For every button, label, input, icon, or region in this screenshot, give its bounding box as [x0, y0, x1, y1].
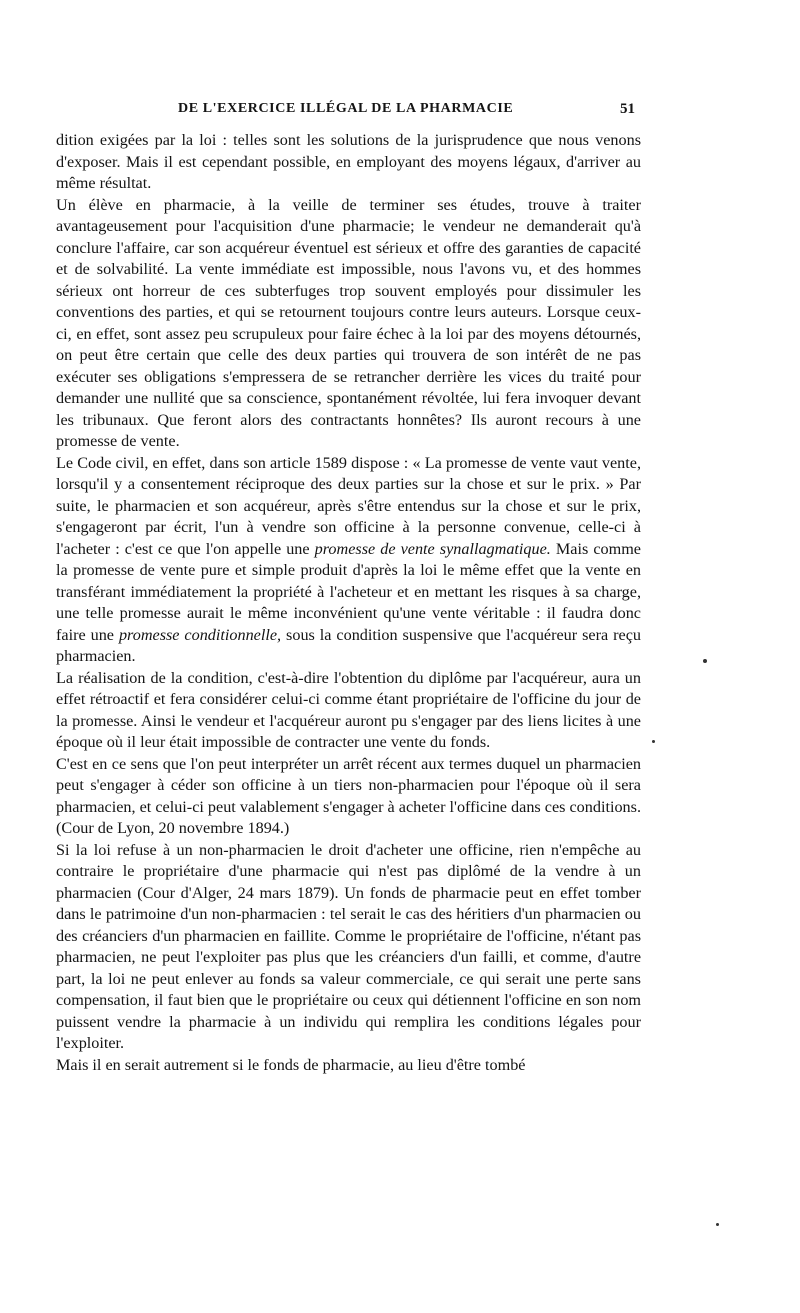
paragraph-5: C'est en ce sens que l'on peut interpréter un arrêt récent aux termes duquel un pharmacien peut s'engager à céder son officine à un tiers non-pharmacien pour l'époque où il sera pharmacien, et celui-ci peut valablement s'engager à acheter l'officine dans ces conditions. (Cour de Lyon, 20 novembre 1894.) — [56, 754, 641, 837]
running-title: DE L'EXERCICE ILLÉGAL DE LA PHARMACIE — [178, 101, 514, 116]
paragraph-1: dition exigées par la loi : telles sont les solutions de la jurisprudence que nous venons d'exposer. Mais il est cependant possible, en employant des moyens légaux, d'arriver au même résultat. — [56, 131, 641, 192]
paragraph-4: La réalisation de la condition, c'est-à-dire l'obtention du diplôme par l'acquéreur, aura un effet rétroactif et fera considérer celui-ci comme étant propriétaire de l'officine du jour de la promesse. Ainsi le vendeur et l'acquéreur auront pu s'engager par des liens licites à une époque où il leur était impossible de contracter une vente du fonds. — [56, 668, 641, 751]
paragraph-7: Mais il en serait autrement si le fonds de pharmacie, au lieu d'être tombé — [56, 1055, 526, 1074]
paragraph-3-part-2: Mais comme la promesse de vente pure et simple produit d'après la loi le même effet que la vente en transférant immédiatement la propriété à l'acheteur et en mettant les risques à sa charge, une telle promesse aurait le même inconvénient qu'une vente véritable : il faudra donc faire une — [56, 539, 641, 644]
running-head — [0, 101, 800, 121]
page-number: 51 — [620, 101, 635, 117]
body-text — [56, 130, 641, 1076]
paragraph-3-part-3: sous la condition suspensive que l'acquéreur sera reçu pharmacien. — [56, 625, 641, 665]
print-speck — [716, 1223, 719, 1226]
print-speck — [703, 659, 707, 663]
paragraph-6: Si la loi refuse à un non-pharmacien le droit d'acheter une officine, rien n'empêche au contraire le propriétaire d'une pharmacie qui n'est pas diplômé de la vendre à un pharmacien (Cour d'Alger, 24 mars 1879). Un fonds de pharmacie peut en effet tomber dans le patrimoine d'un non-pharmacien : tel serait le cas des héritiers d'un pharmacien ou des créanciers d'un pharmacien en faillite. Comme le propriétaire de l'officine, n'étant pas pharmacien, ne peut l'exploiter pas plus que les créanciers d'un failli, et comme, d'autre part, la loi ne peut enlever au fonds sa valeur commerciale, ce qui serait une perte sans compensation, il faut bien que le propriétaire ou ceux qui détiennent l'officine en son nom puissent vendre la pharmacie à un individu qui remplira les conditions légales pour l'exploiter. — [56, 840, 641, 1052]
print-speck — [652, 740, 655, 743]
paragraph-3-part-1: Le Code civil, en effet, dans son article 1589 dispose : « La promesse de vente vaut vente, lorsqu'il y a consentement réciproque des deux parties sur la chose et sur le prix. » Par suite, le pharmacien et son acquéreur, après s'être entendus sur la chose et sur le prix, s'engageront par écrit, l'un à vendre son officine à la personne convenue, celle-ci à l'acheter : c'est ce que l'on appelle une — [56, 453, 641, 558]
paragraph-2: Un élève en pharmacie, à la veille de terminer ses études, trouve à traiter avantageusement pour l'acquisition d'une pharmacie; le vendeur ne demanderait qu'à conclure l'affaire, car son acquéreur éventuel est sérieux et offre des garanties de capacité et de solvabilité. La vente immédiate est impossible, nous l'avons vu, et des hommes sérieux ont horreur de ces subterfuges trop souvent employés pour dissimuler les conventions des parties, et qui se retournent toujours contre leurs auteurs. Lorsque ceux-ci, en effet, sont assez peu scrupuleux pour faire échec à la loi par des moyens détournés, on peut être certain que celle des deux parties qui trouvera de son intérêt de ne pas exécuter ses obligations s'empressera de se retrancher derrière les vices du traité pour demander une nullité que sa conscience, spontanément révoltée, lui fera invoquer devant les tribunaux. Que feront alors des contractants honnêtes? Ils auront recours à une promesse de vente. — [56, 195, 641, 450]
italic-term-conditionnelle: promesse conditionnelle, — [118, 625, 282, 644]
paragraph-3 — [56, 453, 641, 668]
italic-term-synallagmatique: promesse de vente synallagmatique. — [314, 539, 551, 558]
